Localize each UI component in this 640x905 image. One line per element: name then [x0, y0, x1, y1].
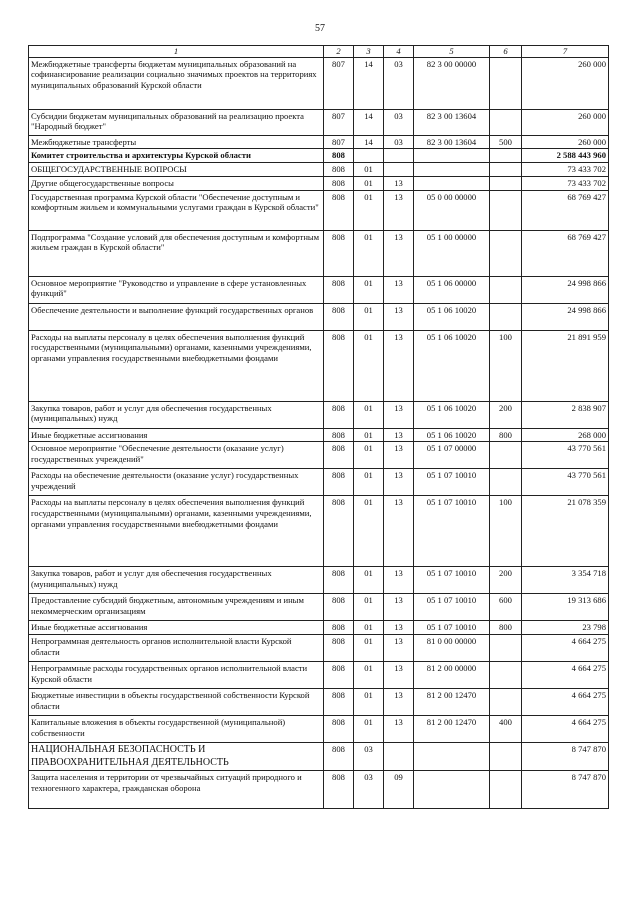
row-section-code: 01	[354, 428, 384, 442]
header-row	[29, 46, 609, 58]
row-name: Предоставление субсидий бюджетным, автономным учреждениям и иным некоммерческим организациям	[29, 594, 324, 621]
row-subsection-code	[384, 743, 414, 771]
row-section-code: 01	[354, 190, 384, 230]
col-header: 6	[490, 46, 522, 58]
row-subsection-code: 13	[384, 230, 414, 276]
row-ministry-code: 808	[324, 635, 354, 662]
row-amount: 8 747 870	[522, 743, 609, 771]
row-subsection-code: 13	[384, 594, 414, 621]
row-ministry-code: 807	[324, 57, 354, 109]
table-row	[29, 689, 609, 716]
table-row	[29, 276, 609, 303]
table-row	[29, 594, 609, 621]
row-subsection-code	[384, 163, 414, 177]
row-target-code: 05 1 06 10020	[414, 428, 490, 442]
row-ministry-code: 808	[324, 190, 354, 230]
row-subsection-code: 13	[384, 716, 414, 743]
table-row	[29, 716, 609, 743]
row-expense-type	[490, 149, 522, 163]
row-amount: 3 354 718	[522, 567, 609, 594]
row-expense-type	[490, 771, 522, 809]
row-target-code	[414, 176, 490, 190]
row-name: Защита населения и территории от чрезвычайных ситуаций природного и техногенного характера, гражданская оборона	[29, 771, 324, 809]
row-section-code: 01	[354, 662, 384, 689]
row-section-code: 01	[354, 689, 384, 716]
row-amount: 43 770 561	[522, 442, 609, 469]
row-target-code: 05 1 07 00000	[414, 442, 490, 469]
row-expense-type	[490, 303, 522, 330]
row-name: Иные бюджетные ассигнования	[29, 428, 324, 442]
row-target-code: 05 1 06 00000	[414, 276, 490, 303]
row-expense-type	[490, 190, 522, 230]
row-name: Непрограммные расходы государственных органов исполнительной власти Курской области	[29, 662, 324, 689]
row-subsection-code: 13	[384, 176, 414, 190]
row-target-code: 05 1 07 10010	[414, 469, 490, 496]
row-amount: 21 891 959	[522, 330, 609, 401]
row-subsection-code: 13	[384, 442, 414, 469]
row-ministry-code: 808	[324, 330, 354, 401]
table-row	[29, 442, 609, 469]
row-subsection-code: 03	[384, 135, 414, 149]
row-name: Межбюджетные трансферты	[29, 135, 324, 149]
table-row	[29, 428, 609, 442]
row-amount: 260 000	[522, 135, 609, 149]
row-ministry-code: 808	[324, 662, 354, 689]
table-row	[29, 567, 609, 594]
row-amount: 68 769 427	[522, 190, 609, 230]
row-section-code: 01	[354, 401, 384, 428]
row-target-code	[414, 743, 490, 771]
row-expense-type: 500	[490, 135, 522, 149]
row-expense-type	[490, 442, 522, 469]
row-name: Расходы на обеспечение деятельности (оказание услуг) государственных учреждений	[29, 469, 324, 496]
row-amount: 23 798	[522, 621, 609, 635]
row-amount: 4 664 275	[522, 689, 609, 716]
row-subsection-code: 13	[384, 330, 414, 401]
budget-table	[28, 45, 609, 809]
row-subsection-code: 13	[384, 635, 414, 662]
table-row	[29, 330, 609, 401]
table-row	[29, 109, 609, 135]
row-section-code: 01	[354, 303, 384, 330]
row-amount: 68 769 427	[522, 230, 609, 276]
row-subsection-code: 13	[384, 662, 414, 689]
row-ministry-code: 807	[324, 135, 354, 149]
row-expense-type	[490, 743, 522, 771]
row-name: Комитет строительства и архитектуры Курской области	[29, 149, 324, 163]
row-amount: 4 664 275	[522, 716, 609, 743]
table-row	[29, 401, 609, 428]
row-amount: 260 000	[522, 57, 609, 109]
row-expense-type	[490, 469, 522, 496]
row-expense-type: 600	[490, 594, 522, 621]
row-section-code: 01	[354, 716, 384, 743]
table-row	[29, 771, 609, 809]
table-row	[29, 230, 609, 276]
row-target-code: 82 3 00 13604	[414, 109, 490, 135]
row-ministry-code: 808	[324, 743, 354, 771]
row-section-code: 01	[354, 276, 384, 303]
row-amount: 2 838 907	[522, 401, 609, 428]
row-section-code: 14	[354, 135, 384, 149]
row-subsection-code: 13	[384, 689, 414, 716]
row-target-code: 05 1 07 10010	[414, 496, 490, 567]
row-ministry-code: 808	[324, 621, 354, 635]
row-amount: 2 588 443 960	[522, 149, 609, 163]
row-target-code: 81 0 00 00000	[414, 635, 490, 662]
row-ministry-code: 808	[324, 230, 354, 276]
col-header: 5	[414, 46, 490, 58]
table-row	[29, 149, 609, 163]
row-ministry-code: 808	[324, 276, 354, 303]
page-number: 57	[315, 23, 325, 34]
row-expense-type	[490, 689, 522, 716]
row-amount: 19 313 686	[522, 594, 609, 621]
row-name: ОБЩЕГОСУДАРСТВЕННЫЕ ВОПРОСЫ	[29, 163, 324, 177]
row-ministry-code: 808	[324, 469, 354, 496]
row-section-code: 01	[354, 635, 384, 662]
row-section-code: 01	[354, 469, 384, 496]
row-name: Субсидии бюджетам муниципальных образований на реализацию проекта "Народный бюджет"	[29, 109, 324, 135]
row-section-code: 01	[354, 594, 384, 621]
row-target-code	[414, 771, 490, 809]
row-section-code: 01	[354, 496, 384, 567]
row-section-code: 01	[354, 176, 384, 190]
row-expense-type	[490, 662, 522, 689]
row-ministry-code: 808	[324, 594, 354, 621]
row-expense-type	[490, 109, 522, 135]
row-section-code: 01	[354, 330, 384, 401]
row-name: Государственная программа Курской области "Обеспечение доступным и комфортным жильем и коммунальными услугами граждан в Курской области"	[29, 190, 324, 230]
row-target-code	[414, 149, 490, 163]
row-target-code: 81 2 00 00000	[414, 662, 490, 689]
table-row	[29, 743, 609, 771]
row-name: Непрограммная деятельность органов исполнительной власти Курской области	[29, 635, 324, 662]
row-expense-type: 800	[490, 428, 522, 442]
row-expense-type: 200	[490, 567, 522, 594]
row-ministry-code: 808	[324, 496, 354, 567]
row-subsection-code: 13	[384, 190, 414, 230]
row-section-code: 03	[354, 743, 384, 771]
row-target-code: 82 3 00 00000	[414, 57, 490, 109]
row-name: Подпрограмма "Создание условий для обеспечения доступным и комфортным жильем граждан в Курской области"	[29, 230, 324, 276]
row-section-code: 01	[354, 621, 384, 635]
row-subsection-code: 13	[384, 621, 414, 635]
row-expense-type: 100	[490, 330, 522, 401]
row-target-code: 05 1 00 00000	[414, 230, 490, 276]
row-amount: 268 000	[522, 428, 609, 442]
row-target-code: 05 1 06 10020	[414, 303, 490, 330]
row-name: Закупка товаров, работ и услуг для обеспечения государственных (муниципальных) нужд	[29, 567, 324, 594]
table-row	[29, 135, 609, 149]
row-target-code: 05 0 00 00000	[414, 190, 490, 230]
row-ministry-code: 808	[324, 428, 354, 442]
row-name: Основное мероприятие "Руководство и управление в сфере установленных функций"	[29, 276, 324, 303]
row-subsection-code: 09	[384, 771, 414, 809]
row-name: Обеспечение деятельности и выполнение функций государственных органов	[29, 303, 324, 330]
row-amount: 4 664 275	[522, 635, 609, 662]
row-ministry-code: 808	[324, 163, 354, 177]
row-subsection-code: 13	[384, 303, 414, 330]
row-subsection-code	[384, 149, 414, 163]
row-section-code: 01	[354, 163, 384, 177]
row-subsection-code: 13	[384, 469, 414, 496]
row-target-code: 82 3 00 13604	[414, 135, 490, 149]
row-expense-type	[490, 57, 522, 109]
row-expense-type	[490, 635, 522, 662]
row-expense-type	[490, 230, 522, 276]
row-expense-type: 200	[490, 401, 522, 428]
row-amount: 73 433 702	[522, 176, 609, 190]
col-header: 4	[384, 46, 414, 58]
row-amount: 4 664 275	[522, 662, 609, 689]
row-target-code: 05 1 07 10010	[414, 621, 490, 635]
row-name: Иные бюджетные ассигнования	[29, 621, 324, 635]
row-target-code	[414, 163, 490, 177]
row-section-code: 01	[354, 442, 384, 469]
row-ministry-code: 808	[324, 401, 354, 428]
row-target-code: 05 1 06 10020	[414, 330, 490, 401]
row-ministry-code: 808	[324, 442, 354, 469]
row-name: Бюджетные инвестиции в объекты государственной собственности Курской области	[29, 689, 324, 716]
row-name: Капитальные вложения в объекты государственной (муниципальной) собственности	[29, 716, 324, 743]
row-section-code: 14	[354, 109, 384, 135]
col-header: 1	[29, 46, 324, 58]
row-ministry-code: 808	[324, 716, 354, 743]
row-expense-type	[490, 163, 522, 177]
table-row	[29, 662, 609, 689]
row-name: Другие общегосударственные вопросы	[29, 176, 324, 190]
row-section-code: 03	[354, 771, 384, 809]
row-target-code: 81 2 00 12470	[414, 716, 490, 743]
row-expense-type: 800	[490, 621, 522, 635]
col-header: 2	[324, 46, 354, 58]
row-section-code: 01	[354, 567, 384, 594]
row-section-code: 01	[354, 230, 384, 276]
row-ministry-code: 808	[324, 771, 354, 809]
row-name: Расходы на выплаты персоналу в целях обеспечения выполнения функций государственными (муниципальными) органами, казенными учреждениями, органами управления государственными внебюджетными фондами	[29, 330, 324, 401]
row-ministry-code: 808	[324, 567, 354, 594]
row-name: Закупка товаров, работ и услуг для обеспечения государственных (муниципальных) нужд	[29, 401, 324, 428]
row-subsection-code: 13	[384, 276, 414, 303]
row-expense-type: 400	[490, 716, 522, 743]
row-subsection-code: 13	[384, 496, 414, 567]
col-header: 3	[354, 46, 384, 58]
table-row	[29, 163, 609, 177]
row-target-code: 05 1 06 10020	[414, 401, 490, 428]
table-row	[29, 496, 609, 567]
row-target-code: 05 1 07 10010	[414, 567, 490, 594]
row-amount: 73 433 702	[522, 163, 609, 177]
row-amount: 260 000	[522, 109, 609, 135]
row-expense-type	[490, 176, 522, 190]
row-subsection-code: 13	[384, 401, 414, 428]
row-ministry-code: 808	[324, 176, 354, 190]
row-name: Расходы на выплаты персоналу в целях обеспечения выполнения функций государственными (муниципальными) органами, казенными учреждениями, органами управления государственными внебюджетными фондами	[29, 496, 324, 567]
row-section-code	[354, 149, 384, 163]
col-header: 7	[522, 46, 609, 58]
row-target-code: 05 1 07 10010	[414, 594, 490, 621]
row-section-code: 14	[354, 57, 384, 109]
row-subsection-code: 13	[384, 428, 414, 442]
row-ministry-code: 808	[324, 149, 354, 163]
table-row	[29, 190, 609, 230]
row-amount: 21 078 359	[522, 496, 609, 567]
row-ministry-code: 808	[324, 689, 354, 716]
table-row	[29, 621, 609, 635]
row-name: Основное мероприятие "Обеспечение деятельности (оказание услуг) государственных учреждений"	[29, 442, 324, 469]
table-row	[29, 57, 609, 109]
row-ministry-code: 808	[324, 303, 354, 330]
row-expense-type: 100	[490, 496, 522, 567]
table-row	[29, 469, 609, 496]
row-expense-type	[490, 276, 522, 303]
row-name: Межбюджетные трансферты бюджетам муниципальных образований на софинансирование реализации социально значимых проектов на территориях муниципальных образований Курской области	[29, 57, 324, 109]
row-subsection-code: 03	[384, 57, 414, 109]
row-subsection-code: 03	[384, 109, 414, 135]
table-row	[29, 176, 609, 190]
row-name: НАЦИОНАЛЬНАЯ БЕЗОПАСНОСТЬ И ПРАВООХРАНИТЕЛЬНАЯ ДЕЯТЕЛЬНОСТЬ	[29, 743, 324, 771]
row-amount: 43 770 561	[522, 469, 609, 496]
row-target-code: 81 2 00 12470	[414, 689, 490, 716]
row-amount: 24 998 866	[522, 303, 609, 330]
row-amount: 24 998 866	[522, 276, 609, 303]
table-row	[29, 303, 609, 330]
table-row	[29, 635, 609, 662]
row-subsection-code: 13	[384, 567, 414, 594]
row-amount: 8 747 870	[522, 771, 609, 809]
row-ministry-code: 807	[324, 109, 354, 135]
